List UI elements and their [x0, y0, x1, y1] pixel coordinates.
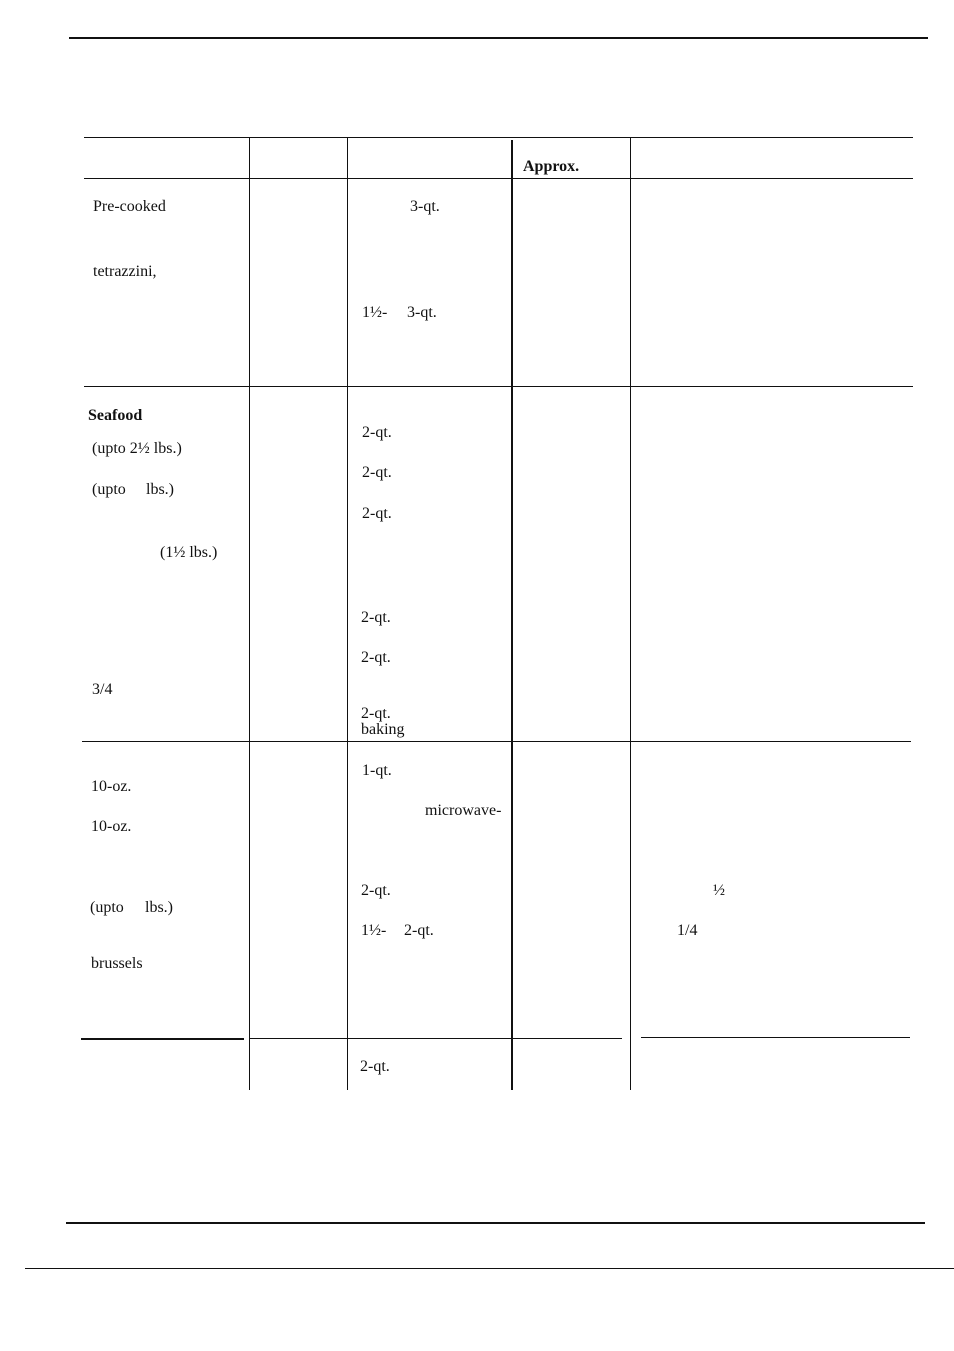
food-label: tetrazzini, [93, 263, 157, 280]
container-label: 3-qt. [410, 198, 440, 215]
food-label: (upto [90, 899, 124, 916]
section2-bottom-rule [82, 741, 911, 742]
container-label: 1½- [361, 922, 387, 939]
food-label: Pre-cooked [93, 198, 166, 215]
container-label: 2-qt. [360, 1058, 390, 1075]
header-bottom-rule [84, 178, 913, 179]
comment-text: ½ [713, 882, 725, 899]
food-label: lbs.) [146, 481, 174, 498]
column-rule-1 [249, 137, 250, 1090]
container-label: 2-qt. [362, 424, 392, 441]
food-label: 3/4 [92, 681, 113, 698]
container-label: 1-qt. [362, 762, 392, 779]
food-label: (1½ lbs.) [160, 544, 218, 561]
container-label: 2-qt. [361, 705, 391, 722]
comment-text: 1/4 [677, 922, 698, 939]
column-rule-4 [630, 137, 631, 1090]
header-approx: Approx. [523, 158, 580, 175]
column-rule-3 [511, 140, 513, 1090]
container-label: 2-qt. [404, 922, 434, 939]
section1-bottom-rule [84, 386, 913, 387]
container-label: 2-qt. [361, 609, 391, 626]
footer-rule [25, 1268, 954, 1269]
container-label: 1½- [362, 304, 388, 321]
bottom-rule [66, 1222, 925, 1224]
table-top-rule [84, 137, 913, 138]
container-label: 2-qt. [362, 464, 392, 481]
container-label: 2-qt. [361, 882, 391, 899]
top-rule [69, 37, 928, 39]
column-rule-2 [347, 137, 348, 1090]
food-label: 10-oz. [91, 778, 132, 795]
section-heading-seafood: Seafood [88, 407, 143, 424]
container-label: 2-qt. [361, 649, 391, 666]
container-label: baking [361, 721, 405, 738]
section3-bottom-rule-mid [249, 1038, 622, 1039]
food-label: (upto [92, 481, 126, 498]
food-label: brussels [91, 955, 143, 972]
section3-bottom-rule-food [81, 1038, 244, 1040]
container-label: microwave- [425, 802, 502, 819]
section3-bottom-rule-comments [641, 1037, 910, 1038]
container-label: 2-qt. [362, 505, 392, 522]
food-label: (upto 2½ lbs.) [92, 440, 182, 457]
container-label: 3-qt. [407, 304, 437, 321]
food-label: lbs.) [145, 899, 173, 916]
food-label: 10-oz. [91, 818, 132, 835]
